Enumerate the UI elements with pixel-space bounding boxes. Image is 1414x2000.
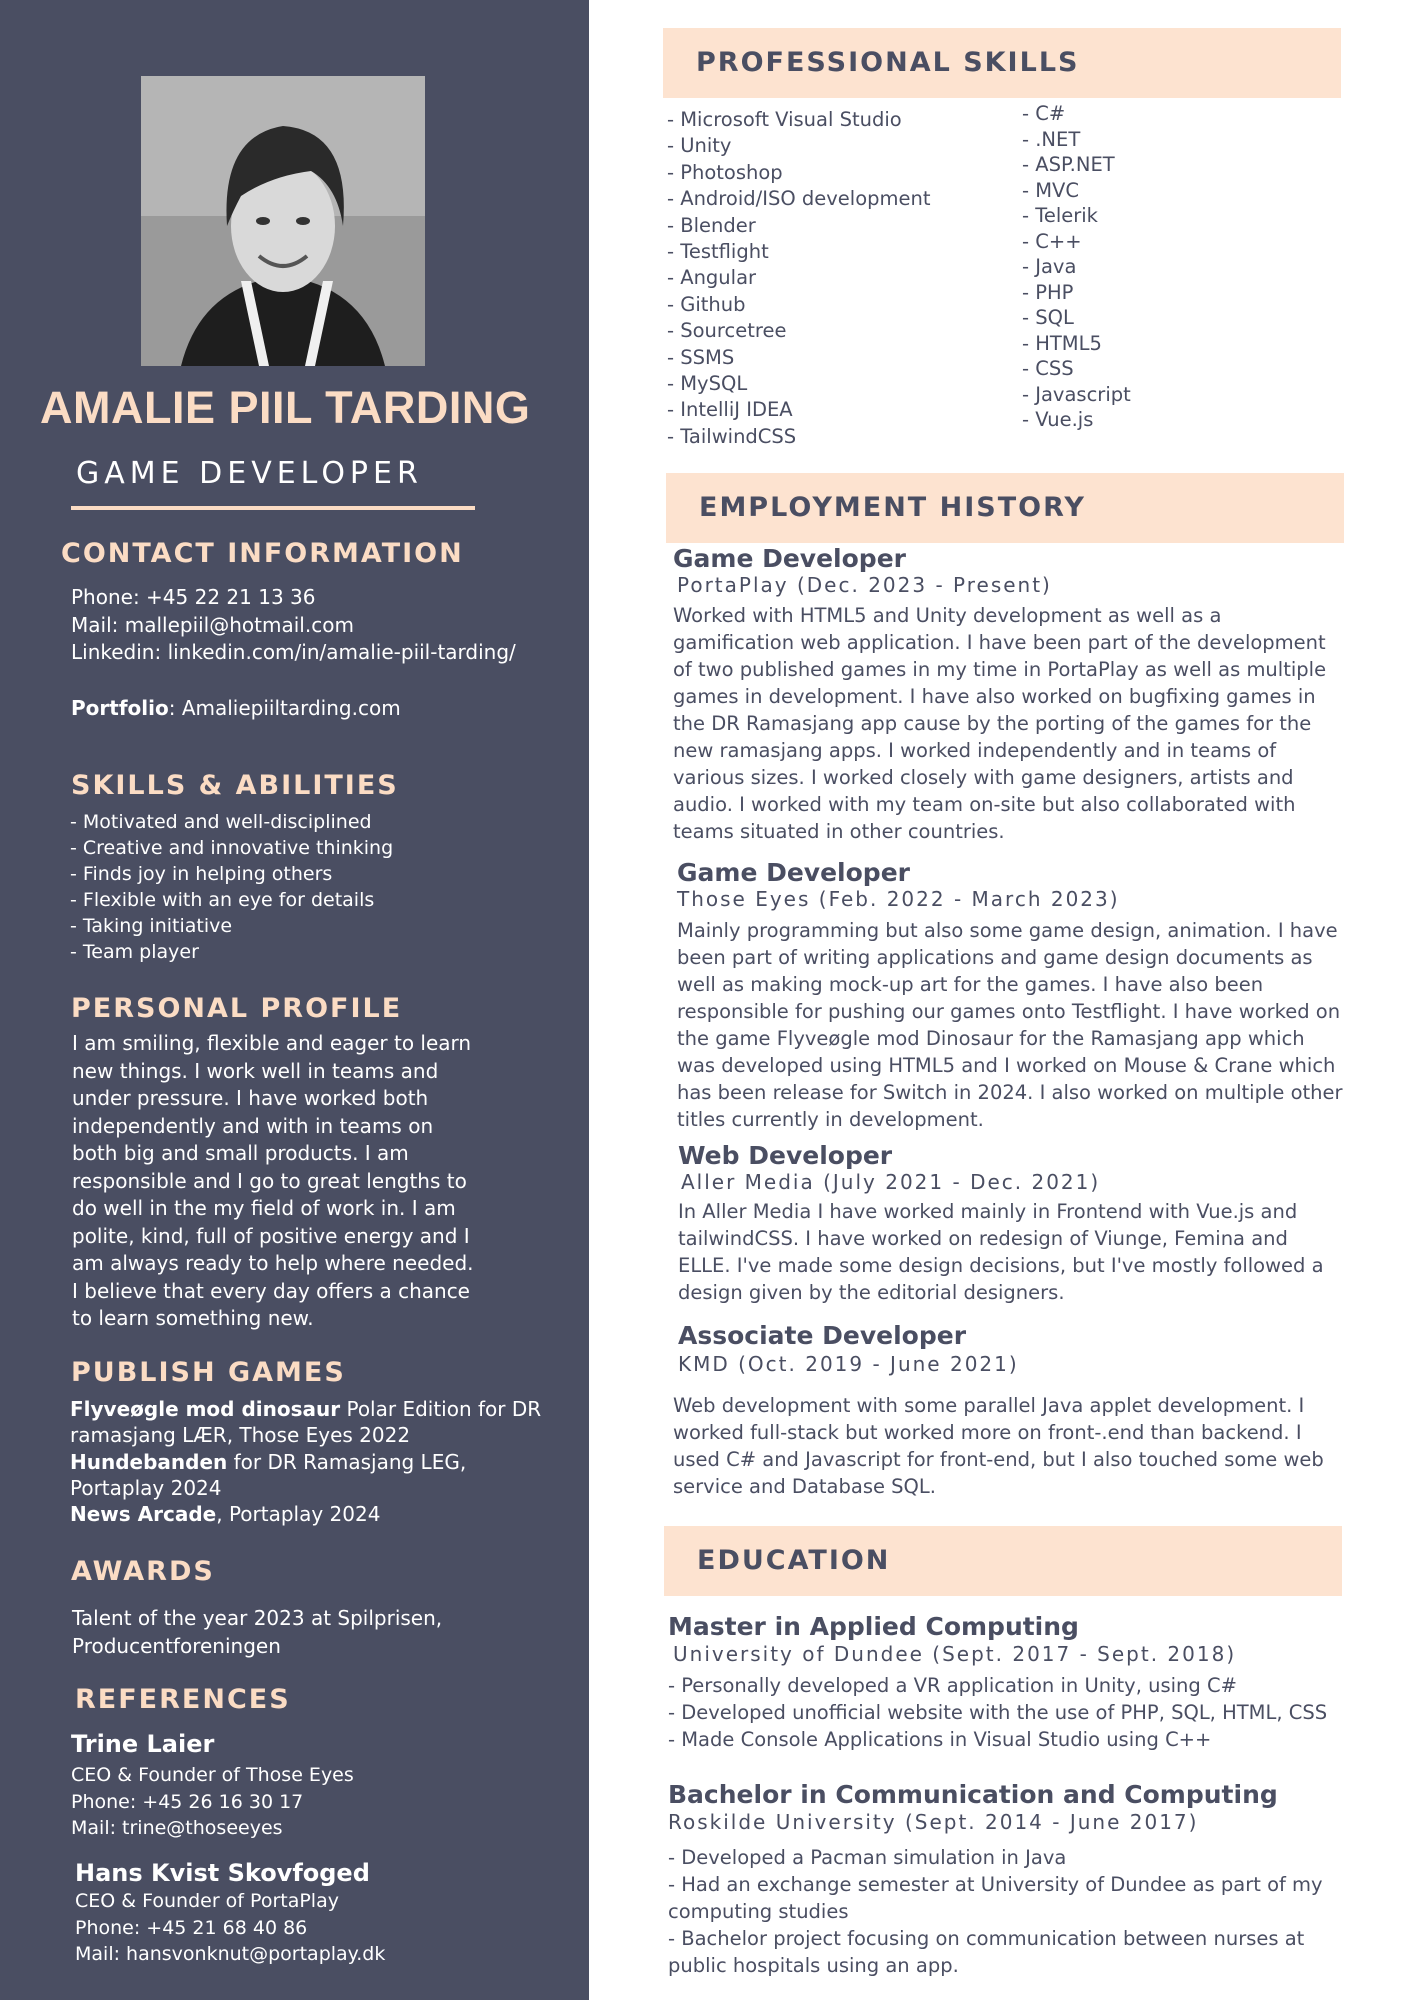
job-line: the game Flyveøgle mod Dinosaur for the Ramasjang app which bbox=[677, 1027, 1305, 1050]
degree-line: - Bachelor project focusing on communication between nurses at bbox=[668, 1927, 1305, 1950]
reference-phone: Phone: +45 21 68 40 86 bbox=[75, 1916, 308, 1939]
skill-item: - Unity bbox=[667, 134, 732, 158]
reference-mail[interactable]: Mail: trine@thoseeyes bbox=[71, 1817, 283, 1839]
awards-heading: AWARDS bbox=[71, 1556, 215, 1587]
job-line: games in development. I have also worked on bugfixing games in bbox=[673, 685, 1316, 708]
contact-mail[interactable]: Mail: mallepiil@hotmail.com bbox=[71, 612, 354, 637]
job-line: well as making mock-up art for the games. I have also been bbox=[677, 973, 1264, 996]
list-item: - Finds joy in helping others bbox=[70, 863, 333, 885]
game-entry: Hundebanden for DR Ramasjang LEG, bbox=[70, 1449, 467, 1474]
list-item: - Taking initiative bbox=[70, 915, 233, 937]
references-heading: REFERENCES bbox=[75, 1684, 291, 1715]
portfolio-label: Portfolio bbox=[71, 695, 169, 720]
job-line: audio. I worked with my team on-site but also collaborated with bbox=[673, 793, 1296, 816]
awards-text bbox=[72, 1605, 442, 1660]
award-line: Talent of the year 2023 at Spilprisen, bbox=[72, 1606, 443, 1630]
job-title: Web Developer bbox=[678, 1141, 893, 1170]
contact-portfolio[interactable] bbox=[71, 695, 516, 723]
reference-1 bbox=[71, 1730, 354, 1842]
job-line: used C# and Javascript for front-end, but I also touched some web bbox=[673, 1448, 1324, 1471]
job-line: was developed using HTML5 and I worked on Mouse & Crane which bbox=[677, 1054, 1336, 1077]
job-title: Game Developer bbox=[677, 858, 910, 887]
profile-line: both big and small products. I am bbox=[72, 1141, 409, 1165]
contact-heading: CONTACT INFORMATION bbox=[61, 538, 464, 569]
personal-profile-heading: PERSONAL PROFILE bbox=[71, 993, 403, 1024]
skill-item: - .NET bbox=[1022, 127, 1081, 151]
profile-photo bbox=[141, 76, 425, 366]
professional-skills-heading: PROFESSIONAL SKILLS bbox=[696, 47, 1080, 78]
degree-line: - Developed unofficial website with the use of PHP, SQL, HTML, CSS bbox=[668, 1701, 1328, 1724]
skill-item: - Vue.js bbox=[1022, 408, 1094, 431]
portfolio-link[interactable]: : Amaliepiiltarding.com bbox=[168, 695, 401, 720]
professional-skills-band bbox=[663, 28, 1341, 98]
job-line: In Aller Media I have worked mainly in Frontend with Vue.js and bbox=[678, 1200, 1298, 1223]
job-line: gamification web application. I have been part of the development bbox=[673, 631, 1326, 654]
game-entry-cont: Portaplay 2024 bbox=[70, 1475, 222, 1500]
skills-abilities-list bbox=[70, 809, 393, 965]
degree-institution: Roskilde University (Sept. 2014 - June 2017) bbox=[668, 1810, 1199, 1834]
skill-item: - SSMS bbox=[667, 345, 735, 369]
job-entry-2 bbox=[677, 858, 1343, 1133]
skill-item: - Angular bbox=[667, 266, 757, 290]
main-column bbox=[589, 0, 1414, 2000]
skill-item: - Github bbox=[667, 292, 746, 316]
job-line: responsible for pushing our games onto Testflight. I have worked on bbox=[677, 1000, 1341, 1023]
game-title: News Arcade bbox=[70, 1502, 217, 1527]
job-line: various sizes. I worked closely with game designers, artists and bbox=[673, 766, 1294, 789]
job-entry-4 bbox=[678, 1321, 1019, 1376]
job-title: Associate Developer bbox=[678, 1321, 967, 1350]
skill-item: - Microsoft Visual Studio bbox=[667, 108, 902, 131]
profile-line: to learn something new. bbox=[72, 1306, 314, 1330]
degree-line: - Personally developed a VR application in Unity, using C# bbox=[668, 1674, 1237, 1697]
skill-item: - CSS bbox=[1022, 357, 1074, 380]
portrait-image bbox=[141, 76, 425, 366]
job-description bbox=[677, 917, 1343, 1133]
degree-title: Master in Applied Computing bbox=[668, 1612, 1079, 1641]
employment-history-heading: EMPLOYMENT HISTORY bbox=[699, 492, 1086, 523]
profile-line: under pressure. I have worked both bbox=[72, 1086, 429, 1110]
job-entry-1 bbox=[673, 544, 1326, 845]
job-title: Game Developer bbox=[673, 544, 906, 573]
skill-item: - MVC bbox=[1022, 178, 1080, 202]
job-line: teams situated in other countries. bbox=[673, 820, 1005, 843]
role-underline bbox=[71, 506, 475, 510]
skill-item: - PHP bbox=[1022, 280, 1074, 304]
contact-block bbox=[71, 584, 516, 722]
job-line: titles currently in development. bbox=[677, 1108, 984, 1131]
sidebar bbox=[0, 0, 589, 2000]
job-description bbox=[678, 1198, 1324, 1306]
employment-history-band bbox=[666, 473, 1344, 543]
job-description bbox=[673, 602, 1326, 845]
profile-line: am always ready to help where needed. bbox=[72, 1251, 474, 1275]
reference-phone: Phone: +45 26 16 30 17 bbox=[71, 1790, 304, 1813]
degree-line: - Developed a Pacman simulation in Java bbox=[668, 1846, 1067, 1869]
game-title: Hundebanden bbox=[70, 1449, 228, 1474]
degree-line: - Made Console Applications in Visual Studio using C++ bbox=[668, 1728, 1212, 1751]
skill-item: - Blender bbox=[667, 213, 756, 237]
profile-line: responsible and I go to great lengths to bbox=[72, 1168, 467, 1193]
reference-title: CEO & Founder of PortaPlay bbox=[75, 1890, 339, 1912]
skill-item: - Testflight bbox=[667, 240, 769, 264]
job-company: KMD (Oct. 2019 - June 2021) bbox=[678, 1352, 1019, 1376]
job-line: service and Database SQL. bbox=[673, 1475, 936, 1498]
skills-column-2 bbox=[1022, 101, 1131, 433]
reference-mail[interactable]: Mail: hansvonknut@portaplay.dk bbox=[75, 1943, 386, 1965]
reference-2 bbox=[75, 1859, 385, 1968]
contact-linkedin[interactable]: Linkedin: linkedin.com/in/amalie-piil-tarding/ bbox=[71, 640, 516, 664]
publish-games-list bbox=[70, 1396, 541, 1527]
job-line: Web development with some parallel Java applet development. I bbox=[673, 1394, 1305, 1417]
skill-item: - Android/ISO development bbox=[667, 187, 931, 211]
list-item: - Creative and innovative thinking bbox=[70, 837, 394, 859]
skills-abilities-heading: SKILLS & ABILITIES bbox=[71, 770, 399, 801]
game-entry: News Arcade, Portaplay 2024 bbox=[70, 1502, 381, 1527]
education-heading: EDUCATION bbox=[697, 1545, 891, 1576]
job-line: tailwindCSS. I have worked on redesign of Viunge, Femina and bbox=[678, 1227, 1288, 1250]
skill-item: - ASP.NET bbox=[1022, 153, 1115, 176]
publish-games-heading: PUBLISH GAMES bbox=[71, 1357, 346, 1388]
award-line: Producentforeningen bbox=[72, 1633, 281, 1658]
job-line: has been release for Switch in 2024. I also worked on multiple other bbox=[677, 1081, 1343, 1104]
skill-item: - C++ bbox=[1022, 229, 1082, 253]
reference-title: CEO & Founder of Those Eyes bbox=[71, 1764, 354, 1786]
job-entry-3 bbox=[678, 1141, 1324, 1306]
job-line: design given by the editorial designers. bbox=[678, 1281, 1065, 1304]
degree-line: public hospitals using an app. bbox=[668, 1954, 959, 1977]
candidate-name: AMALIE PIIL TARDING bbox=[40, 382, 531, 433]
job-company: PortaPlay (Dec. 2023 - Present) bbox=[677, 573, 1052, 597]
contact-phone: Phone: +45 22 21 13 36 bbox=[71, 585, 316, 609]
skill-item: - MySQL bbox=[667, 372, 748, 396]
skill-item: - IntelliJ IDEA bbox=[667, 398, 793, 422]
game-entry-cont: ramasjang LÆR, Those Eyes 2022 bbox=[70, 1423, 411, 1448]
skill-item: - Java bbox=[1022, 255, 1077, 278]
job-line: of two published games in my time in PortaPlay as well as multiple bbox=[673, 658, 1327, 681]
degree-entry-2 bbox=[668, 1780, 1323, 1979]
job-company: Aller Media (July 2021 - Dec. 2021) bbox=[681, 1170, 1101, 1194]
job-line: ELLE. I've made some design decisions, but I've mostly followed a bbox=[678, 1254, 1324, 1277]
profile-line: polite, kind, full of positive energy and I bbox=[72, 1223, 470, 1248]
list-item: - Team player bbox=[70, 941, 199, 963]
profile-line: do well in the my field of work in. I am bbox=[72, 1196, 456, 1220]
job-line: new ramasjang apps. I worked independently and in teams of bbox=[673, 739, 1277, 762]
degree-line: - Had an exchange semester at University of Dundee as part of my bbox=[668, 1873, 1323, 1896]
profile-line: I believe that every day offers a chance bbox=[72, 1278, 470, 1303]
job-line: been part of writing applications and game design documents as bbox=[677, 946, 1313, 969]
skill-item: - SQL bbox=[1022, 306, 1074, 329]
job-company: Those Eyes (Feb. 2022 - March 2023) bbox=[677, 887, 1120, 911]
profile-line: new things. I work well in teams and bbox=[72, 1058, 439, 1083]
list-item: - Motivated and well-disciplined bbox=[70, 811, 372, 833]
education-band bbox=[664, 1526, 1342, 1596]
degree-entry-1 bbox=[668, 1612, 1327, 1753]
degree-line: computing studies bbox=[668, 1900, 849, 1923]
list-item: - Flexible with an eye for details bbox=[70, 889, 375, 911]
degree-details bbox=[668, 1672, 1327, 1753]
reference-name: Hans Kvist Skovfoged bbox=[75, 1859, 370, 1887]
skill-item: - Telerik bbox=[1022, 204, 1098, 227]
personal-profile-text bbox=[72, 1030, 474, 1333]
skill-item: - Sourcetree bbox=[667, 319, 787, 343]
degree-details bbox=[668, 1844, 1323, 1979]
degree-institution: University of Dundee (Sept. 2017 - Sept. 2018) bbox=[673, 1642, 1237, 1666]
reference-name: Trine Laier bbox=[71, 1730, 215, 1758]
job-line: the DR Ramasjang app cause by the porting of the games for the bbox=[673, 712, 1312, 735]
job-line: Worked with HTML5 and Unity development as well as a bbox=[673, 604, 1222, 627]
skill-item: - Javascript bbox=[1022, 382, 1131, 406]
skill-item: - TailwindCSS bbox=[667, 424, 797, 448]
profile-line: I am smiling, flexible and eager to learn bbox=[72, 1031, 472, 1055]
skills-column-1 bbox=[667, 107, 931, 450]
skill-item: - Photoshop bbox=[667, 160, 783, 184]
skill-item: - HTML5 bbox=[1022, 331, 1102, 355]
skill-item: - C# bbox=[1022, 102, 1066, 125]
game-title: Flyveøgle mod dinosaur bbox=[70, 1397, 341, 1421]
degree-title: Bachelor in Communication and Computing bbox=[668, 1780, 1278, 1809]
job-line: Mainly programming but also some game design, animation. I have bbox=[677, 919, 1338, 942]
job-role: GAME DEVELOPER bbox=[76, 456, 423, 491]
job-line: worked full-stack but worked more on front-.end than backend. I bbox=[673, 1421, 1302, 1444]
game-entry: Flyveøgle mod dinosaur Polar Edition for DR bbox=[70, 1397, 542, 1421]
profile-line: independently and with in teams on bbox=[72, 1113, 434, 1138]
job-description-4 bbox=[673, 1392, 1324, 1500]
